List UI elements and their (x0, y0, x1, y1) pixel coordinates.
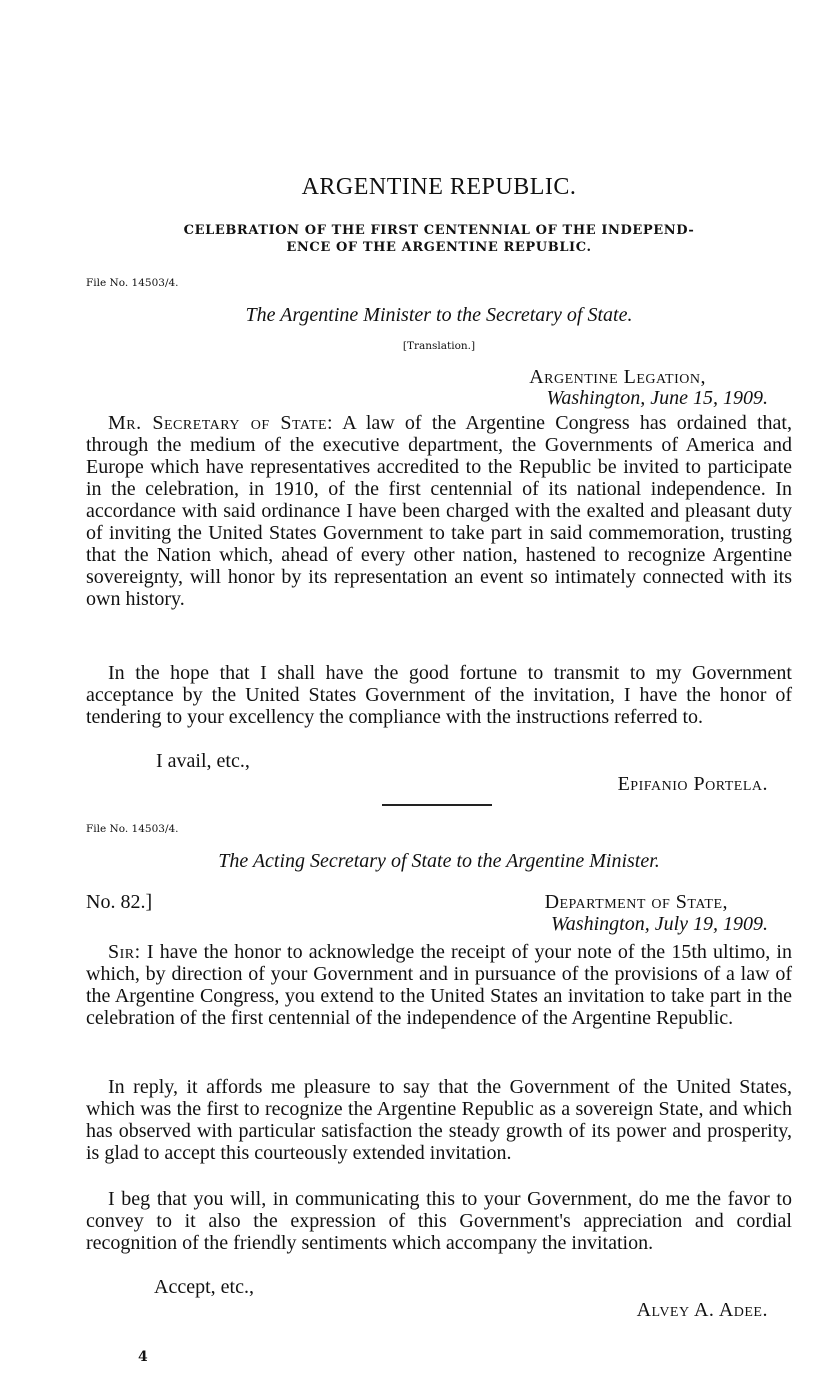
subtitle-line-2: ENCE OF THE ARGENTINE REPUBLIC. (286, 240, 592, 255)
letter2-paragraph-1-text: I have the honor to acknowledge the receipt of your note of the 15th ultimo, in which, by direction of your Government and in pursuance of the provisions of a law of the Argentine Congress, you extend to the United States an invitation to take part in the celebration of the first centennial of the independence of the Argentine Republic. (86, 941, 792, 1029)
letter2-paragraph-2: In reply, it affords me pleasure to say that the Government of the United States, which was the first to recognize the Argentine Republic as a sovereign State, and which has observed with particular satisfaction the steady growth of its power and prosperity, is glad to accept this courteously extended invitation. (86, 1076, 792, 1164)
letter1-signature: Epifanio Portela. (617, 773, 768, 795)
translation-note: [Translation.] (402, 340, 476, 352)
letter2-paragraph-3: I beg that you will, in communicating this to your Government, do me the favor to convey to it also the expression of this Government's appreciation and cordial recognition of the friendly sentiments which accompany the invitation. (86, 1188, 792, 1254)
document-subtitle (86, 222, 792, 256)
letter2-salutation: Sir: (108, 941, 141, 963)
letter1-paragraph-2: In the hope that I shall have the good fortune to transmit to my Government acceptance by the United States Government of the invitation, I have the honor of tendering to your excellency the compliance with the instructions referred to. (86, 662, 792, 728)
letter1-place-date: Washington, June 15, 1909. (546, 387, 768, 409)
letter1-heading: The Argentine Minister to the Secretary of State. (245, 304, 633, 326)
letter1-sender: Argentine Legation, (529, 366, 706, 388)
letter1-salutation: Mr. Secretary of State: (108, 412, 334, 434)
letter2-place-date: Washington, July 19, 1909. (550, 913, 768, 935)
letter2-sender: Department of State, (544, 891, 728, 913)
letter2-file-number: File No. 14503/4. (86, 823, 179, 835)
letter2-paragraph-1 (86, 941, 792, 1029)
letter1-file-number: File No. 14503/4. (86, 277, 179, 289)
letter2-signature: Alvey A. Adee. (636, 1299, 768, 1321)
letter2-closing: Accept, etc., (154, 1276, 254, 1298)
letter1-paragraph-1-text: A law of the Argentine Congress has ordained that, through the medium of the executive department, the Governments of America and Europe which have representatives accredited to the Republic be invited to participate in the celebration, in 1910, of the first centennial of its national independence. In accordance with said ordinance I have been charged with the exalted and pleasant duty of inviting the United States Government to take part in said commemoration, trusting that the Nation which, ahead of every other nation, hastened to recognize Argentine sovereignty, will honor by its representation an event so intimately connected with its own history. (86, 412, 792, 610)
letter2-number: No. 82.] (86, 891, 153, 913)
page-number: 4 (138, 1349, 148, 1365)
letter2-heading: The Acting Secretary of State to the Argentine Minister. (218, 850, 660, 872)
letter1-closing: I avail, etc., (156, 750, 250, 772)
letter1-paragraph-1 (86, 412, 792, 610)
section-divider (382, 804, 492, 806)
document-page (86, 0, 792, 1380)
subtitle-line-1: CELEBRATION OF THE FIRST CENTENNIAL OF THE INDEPEND- (183, 223, 695, 238)
page-title: ARGENTINE REPUBLIC. (301, 174, 577, 200)
